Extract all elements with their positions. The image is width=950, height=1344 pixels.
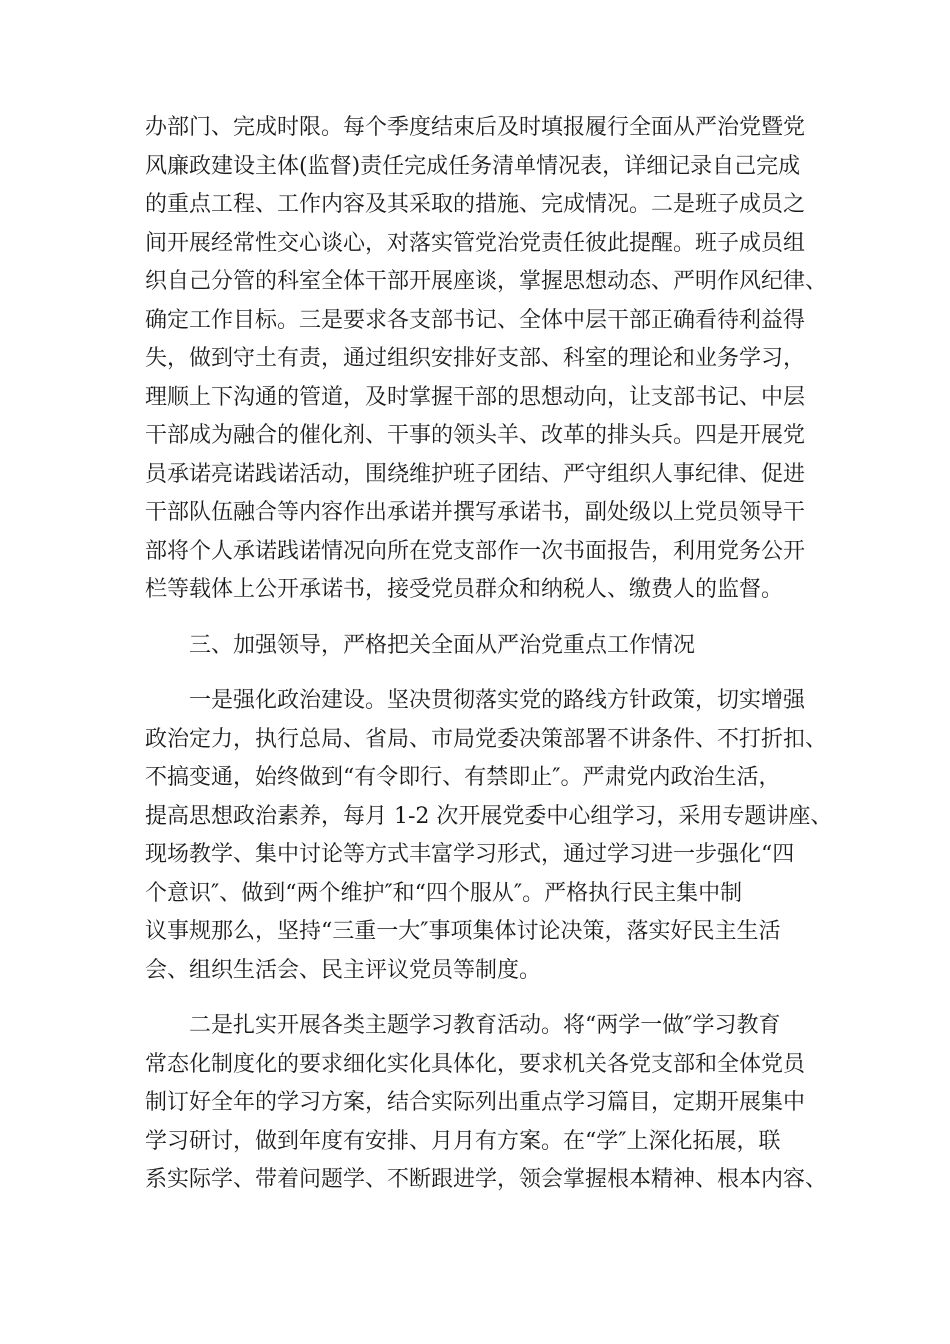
text-line: 部将个人承诺践诺情况向所在党支部作一次书面报告，利用党务公开 [145, 538, 806, 564]
text-line: 提高思想政治素养，每月 1-2 次开展党委中心组学习，采用专题讲座、 [145, 803, 833, 829]
text-line: 员承诺亮诺践诺活动，围绕维护班子团结、严守组织人事纪律、促进 [145, 461, 806, 487]
paragraph-study-education [145, 1007, 828, 1200]
text-line: 确定工作目标。三是要求各支部书记、全体中层干部正确看待利益得 [145, 307, 806, 333]
text-line: 不搞变通，始终做到“有令即行、有禁即止″。严肃党内政治生活， [145, 765, 781, 790]
text-line: 现场教学、集中讨论等方式丰富学习形式，通过学习进一步强化“四 [145, 842, 795, 867]
text-line: 干部队伍融合等内容作出承诺并撰写承诺书，副处级以上党员领导干 [145, 500, 806, 525]
paragraph-gap [145, 990, 825, 1007]
text-line: 栏等载体上公开承诺书，接受党员群众和纳税人、缴费人的监督。 [145, 577, 784, 602]
text-line: 二是扎实开展各类主题学习教育活动。将“两学一做″学习教育 [189, 1013, 781, 1038]
text-line: 的重点工程、工作内容及其采取的措施、完成情况。二是班子成员之 [145, 192, 806, 217]
text-line: 办部门、完成时限。每个季度结束后及时填报履行全面从严治党暨党 [145, 115, 806, 140]
text-line: 常态化制度化的要求细化实化具体化，要求机关各党支部和全体党员 [145, 1051, 806, 1077]
text-line: 制订好全年的学习方案，结合实际列出重点学习篇目，定期开展集中 [145, 1090, 806, 1115]
text-line: 政治定力，执行总局、省局、市局党委决策部署不讲条件、不打折扣、 [145, 726, 828, 752]
text-line: 风廉政建设主体(监督)责任完成任务清单情况表，详细记录自己完成 [145, 153, 801, 179]
paragraph-political-construction [145, 682, 833, 990]
paragraph-continuation [145, 109, 828, 610]
text-line: 理顺上下沟通的管道，及时掌握干部的思想动向，让支部书记、中层 [145, 384, 806, 410]
heading-text: 三、加强领导，严格把关全面从严治党重点工作情况 [189, 632, 696, 658]
text-line: 个意识″、做到“两个维护″和“四个服从″。严格执行民主集中制 [145, 880, 743, 906]
text-line: 织自己分管的科室全体干部开展座谈，掌握思想动态、严明作风纪律、 [145, 269, 828, 294]
text-line: 学习研讨，做到年度有安排、月月有方案。在“学″上深化拓展，联 [145, 1128, 781, 1154]
text-line: 一是强化政治建设。坚决贯彻落实党的路线方针政策，切实增强 [189, 688, 806, 713]
paragraph-gap [145, 665, 825, 682]
text-line: 间开展经常性交心谈心，对落实管党治党责任彼此提醒。班子成员组 [145, 230, 806, 256]
document-body [145, 109, 833, 1200]
text-line: 干部成为融合的催化剂、干事的领头羊、改革的排头兵。四是开展党 [145, 423, 806, 448]
text-line: 系实际学、带着问题学、不断跟进学，领会掌握根本精神、根本内容、 [145, 1167, 828, 1192]
section-heading [145, 627, 825, 666]
text-line: 会、组织生活会、民主评议党员等制度。 [145, 957, 542, 983]
text-line: 议事规那么，坚持“三重一大″事项集体讨论决策，落实好民主生活 [145, 919, 781, 944]
paragraph-gap [145, 610, 825, 627]
text-line: 失，做到守土有责，通过组织安排好支部、科室的理论和业务学习， [145, 346, 806, 371]
